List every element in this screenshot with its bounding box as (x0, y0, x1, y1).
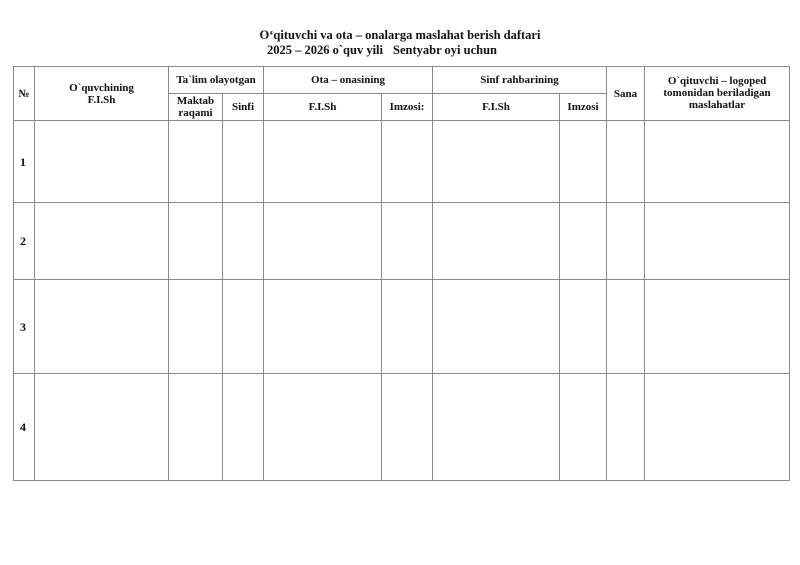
teacher-name-cell[interactable] (433, 280, 560, 374)
table-row (14, 203, 790, 280)
parent-signature-cell[interactable] (382, 374, 433, 481)
teacher-signature-cell[interactable] (560, 280, 607, 374)
header-parent-signature-text: Imzosi: (389, 101, 425, 113)
class-cell[interactable] (223, 280, 264, 374)
advice-cell[interactable] (645, 374, 790, 481)
header-teacher-signature (560, 94, 607, 121)
row-number: 1 (14, 121, 35, 203)
table-row (14, 374, 790, 481)
class-cell[interactable] (223, 121, 264, 203)
school-number-cell[interactable] (169, 374, 223, 481)
header-advice-line3: maslahatlar (688, 99, 746, 111)
header-number-text: № (18, 87, 30, 100)
parent-signature-cell[interactable] (382, 203, 433, 280)
header-number (14, 67, 35, 121)
header-school-line2: raqami (178, 107, 213, 119)
parent-signature-cell[interactable] (382, 121, 433, 203)
header-teacher-name (433, 94, 560, 121)
parent-name-cell[interactable] (264, 121, 382, 203)
header-school-line1: Maktab (176, 95, 215, 107)
header-class-text: Sinfi (232, 101, 255, 113)
advice-cell[interactable] (645, 280, 790, 374)
teacher-name-cell[interactable] (433, 121, 560, 203)
month-label: Sentyabr oyi uchun (393, 43, 497, 57)
header-class (223, 94, 264, 121)
header-parent-group (264, 67, 433, 94)
header-parent-name-text: F.I.Sh (308, 101, 337, 113)
parent-name-cell[interactable] (264, 280, 382, 374)
header-advice-line2: tomonidan beriladigan (663, 87, 771, 99)
student-name-cell[interactable] (35, 280, 169, 374)
teacher-name-cell[interactable] (433, 203, 560, 280)
header-study-group (169, 67, 264, 94)
date-cell[interactable] (607, 374, 645, 481)
row-number: 2 (14, 203, 35, 280)
table-row (14, 121, 790, 203)
table-row (14, 280, 790, 374)
header-date (607, 67, 645, 121)
advice-cell[interactable] (645, 121, 790, 203)
student-name-cell[interactable] (35, 121, 169, 203)
school-number-cell[interactable] (169, 203, 223, 280)
header-row-1 (14, 67, 790, 94)
header-teacher-group-text: Sinf rahbarining (480, 74, 559, 86)
header-advice-line1: O`qituvchi – logoped (667, 75, 767, 87)
row-number: 3 (14, 280, 35, 374)
row-number: 4 (14, 374, 35, 481)
class-cell[interactable] (223, 203, 264, 280)
header-teacher-group (433, 67, 607, 94)
header-date-text: Sana (613, 87, 638, 100)
teacher-signature-cell[interactable] (560, 374, 607, 481)
parent-signature-cell[interactable] (382, 280, 433, 374)
header-parent-name (264, 94, 382, 121)
school-number-cell[interactable] (169, 280, 223, 374)
header-advice (645, 67, 790, 121)
header-student-line1: O`quvchining (69, 81, 134, 94)
parent-name-cell[interactable] (264, 203, 382, 280)
header-parent-signature (382, 94, 433, 121)
teacher-signature-cell[interactable] (560, 121, 607, 203)
header-student-line2: F.I.Sh (87, 93, 116, 106)
advice-cell[interactable] (645, 203, 790, 280)
header-parent-group-text: Ota – onasining (311, 74, 385, 86)
class-cell[interactable] (223, 374, 264, 481)
parent-name-cell[interactable] (264, 374, 382, 481)
school-number-cell[interactable] (169, 121, 223, 203)
teacher-name-cell[interactable] (433, 374, 560, 481)
header-study-group-text: Ta`lim olayotgan (176, 74, 256, 86)
student-name-cell[interactable] (35, 203, 169, 280)
date-cell[interactable] (607, 121, 645, 203)
academic-year: 2025 – 2026 o`quv yili (267, 43, 384, 57)
date-cell[interactable] (607, 203, 645, 280)
document-title-text: O‘qituvchi va ota – onalarga maslahat berish daftari (259, 28, 541, 42)
header-teacher-signature-text: Imzosi (567, 101, 599, 113)
header-student (35, 67, 169, 121)
consultation-log-table (13, 66, 790, 481)
student-name-cell[interactable] (35, 374, 169, 481)
header-school (169, 94, 223, 121)
header-teacher-name-text: F.I.Sh (482, 101, 510, 113)
document-subtitle (0, 43, 782, 58)
date-cell[interactable] (607, 280, 645, 374)
teacher-signature-cell[interactable] (560, 203, 607, 280)
document-title (0, 28, 800, 43)
